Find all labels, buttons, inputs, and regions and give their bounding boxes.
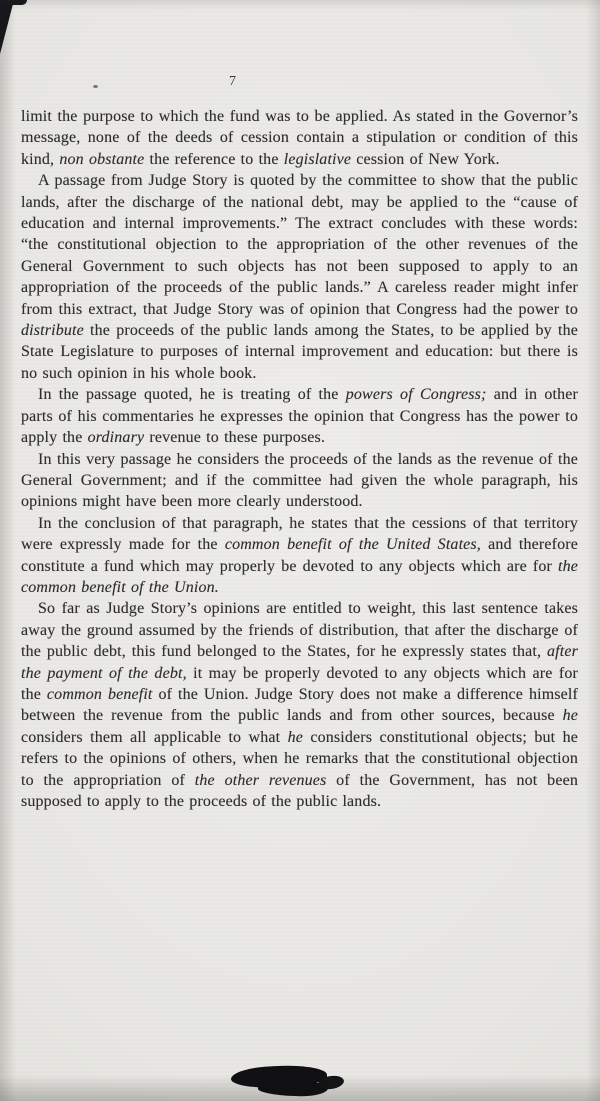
text-segment: it may be properly devoted to any objects which are for the (21, 664, 578, 703)
italic-text-segment: after the payment of the debt, (21, 643, 578, 682)
text-segment: considers them all applicable to what (21, 728, 288, 746)
paragraph (21, 384, 578, 448)
paragraph (21, 513, 578, 599)
italic-text-segment: the other revenues (194, 771, 327, 789)
page-edge-shadow-left (0, 0, 16, 1101)
italic-text-segment: common benefit (46, 685, 153, 703)
text-segment: of the Government, has not been supposed to apply to the proceeds of the public lands. (21, 771, 578, 810)
italic-text-segment: distribute (21, 322, 84, 340)
text-segment: considers constitutional objects; but he refers to the opinions of others, when he remarks that the constitutional objection to the appropriation of (21, 728, 579, 789)
paragraph (21, 106, 578, 170)
text-segment: In this very passage he considers the proceeds of the lands as the revenue of the General Government; and if the committee had given the whole paragraph, his opinions might have been more clearly understood. (21, 450, 578, 511)
italic-text-segment: ordinary (87, 429, 145, 447)
text-segment: limit the purpose to which the fund was to be applied. As stated in the Governor’s message, none of the deeds of cession contain a stipulation or condition of this kind, (21, 108, 578, 168)
italic-text-segment: non obstante (59, 150, 145, 168)
text-segment: So far as Judge Story’s opinions are entitled to weight, this last sentence takes away the ground assumed by the friends of distribution, that after the discharge of the public debt, this fund belonged to the States, for he expressly states that, (21, 600, 578, 661)
text-segment: In the passage quoted, he is treating of the (38, 386, 346, 404)
italic-text-segment: he (287, 728, 304, 746)
italic-text-segment: he (562, 707, 578, 725)
paragraph (21, 598, 578, 812)
text-segment: the reference to the (144, 150, 284, 168)
page-edge-shadow-top (0, 0, 600, 10)
paragraph (21, 170, 578, 384)
page-number: 7 (229, 74, 237, 89)
scan-artifact-ink-blob (317, 1074, 345, 1090)
italic-text-segment: common benefit of the United States, (224, 536, 481, 554)
italic-text-segment: powers of Congress; (345, 386, 487, 404)
text-segment: revenue to these purposes. (144, 429, 326, 447)
text-segment: and in other parts of his commentaries he expresses the opinion that Congress has the power to apply the (21, 386, 579, 447)
paragraph (21, 449, 578, 513)
text-block (21, 106, 578, 812)
text-segment: A passage from Judge Story is quoted by the committee to show that the public lands, after the discharge of the national debt, may be applied to the “cause of education and internal improvements.” The extract concludes with these words: “the constitutional objection to the appropriation of the other revenues of the General Government to such objects has not been supposed to apply to an appropriation of the proceeds of the public lands.” A careless reader might infer from this extract, that Judge Story was of opinion that Congress had the power to (21, 172, 578, 318)
text-segment: of the Union. Judge Story does not make a difference himself between the revenue from the public lands and from other sources, because (21, 685, 579, 725)
page-edge-shadow-right (586, 0, 600, 1101)
text-segment: the proceeds of the public lands among the States, to be applied by the State Legislature to purposes of internal improvement and education: but there is no such opinion in his whole book. (21, 322, 578, 382)
scan-artifact-ink-blob (231, 1064, 328, 1088)
text-segment: cession of New York. (351, 150, 500, 168)
page-edge-shadow-bottom (0, 1075, 600, 1101)
scan-artifact-ink-blob (258, 1079, 329, 1097)
italic-text-segment: legislative (283, 150, 352, 168)
text-segment: and therefore constitute a fund which may properly be devoted to any objects which are for (21, 536, 578, 575)
scan-artifact-corner-strip (0, 0, 27, 5)
text-segment: In the conclusion of that paragraph, he states that the cessions of that territory were expressly made for the (21, 514, 578, 554)
scan-artifact-corner-mark (0, 0, 14, 54)
scan-artifact-speck (93, 85, 98, 88)
italic-text-segment: the common benefit of the Union. (21, 557, 578, 596)
